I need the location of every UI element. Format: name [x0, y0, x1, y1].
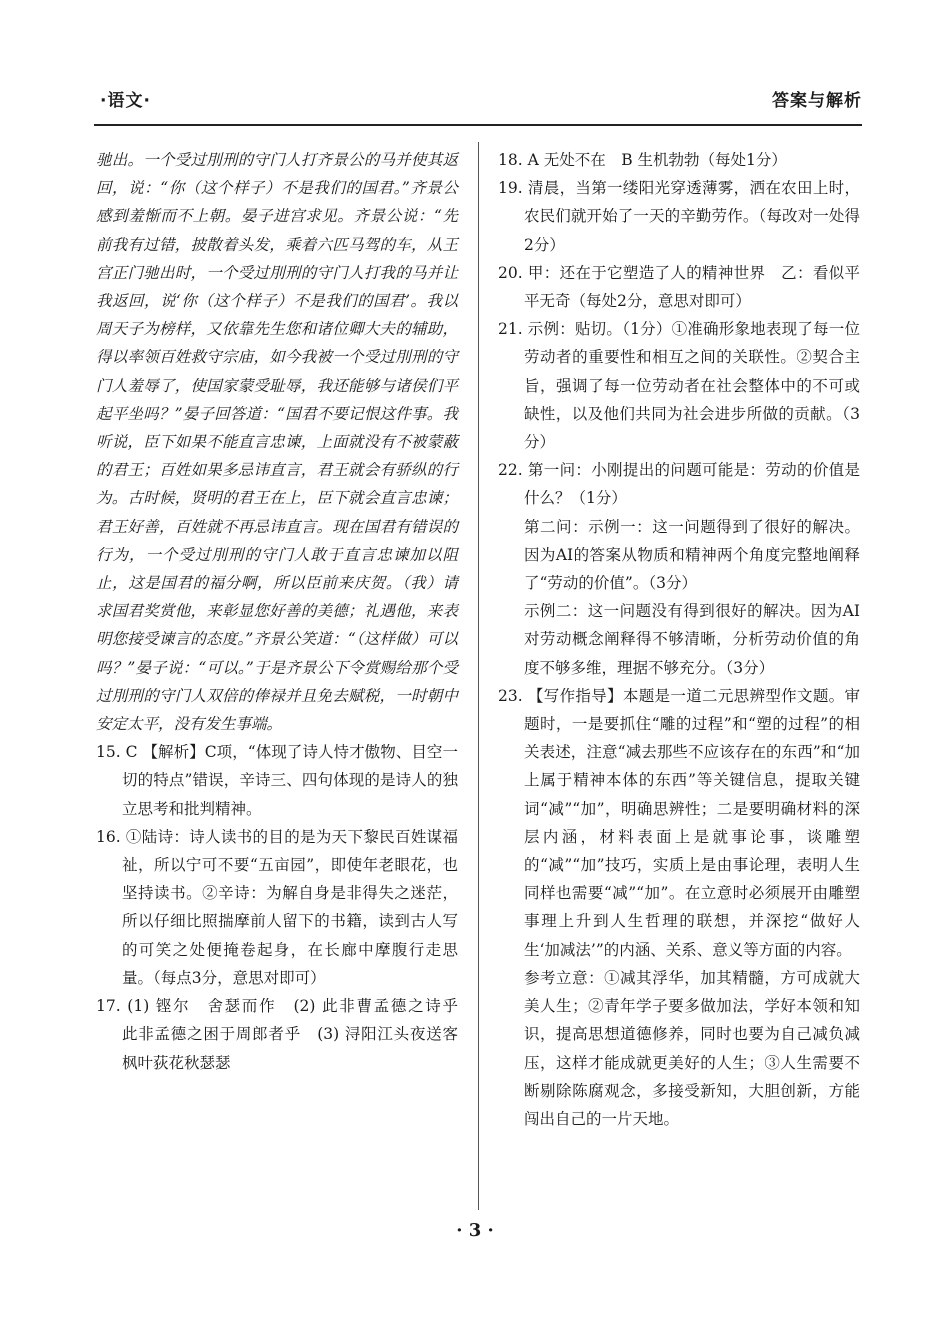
- answer-16: 16. ①陆诗：诗人读书的目的是为天下黎民百姓谋福祉，所以宁可不要“五亩园”，即使年老眼花，也坚持读书。②辛诗：为解自身是非得失之迷茫，所以仔细比照揣摩前人留下的书籍，读到古人写的可笑之处便掩卷起身，在长廊中摩腹行走思量。（每点3分，意思对即可）: [96, 827, 458, 987]
- answer-22-example-1: 第二问：示例一：这一问题得到了很好的解决。因为AI的答案从物质和精神两个角度完整地阐释了“劳动的价值”。（3分）: [524, 517, 860, 593]
- answer-22-first: 22. 第一问：小刚提出的问题可能是：劳动的价值是什么？（1分）: [498, 461, 860, 508]
- header-subject: ·语文·: [100, 91, 151, 111]
- header-section-title: 答案与解析: [772, 91, 862, 111]
- answer-17: 17. (1) 铿尔 舍瑟而作 (2) 此非曹孟德之诗乎 此非孟德之困于周郎者乎 (3) 浔阳江头夜送客 枫叶荻花秋瑟瑟: [96, 997, 474, 1072]
- column-divider: [478, 142, 479, 1210]
- answer-19: 19. 清晨，当第一缕阳光穿透薄雾，洒在农田上时，农民们就开始了一天的辛勤劳作。（每改对一处得2分）: [498, 179, 860, 254]
- left-column: [96, 146, 474, 1077]
- answer-21: 21. 示例：贴切。（1分）①准确形象地表现了每一位劳动者的重要性和相互之间的关联性。②契合主旨，强调了每一位劳动者在社会整体中的不可或缺性，以及他们共同为社会进步所做的贡献。（3分）: [498, 320, 860, 452]
- answer-15: 15. C 【解析】C项，“体现了诗人恃才傲物、目空一切的特点”错误，辛诗三、四句体现的是诗人的独立思考和批判精神。: [96, 743, 458, 818]
- answer-23-guide: 23. 【写作指导】本题是一道二元思辨型作文题。审题时，一是要抓住“雕的过程”和“塑的过程”的相关表述，注意“减去那些不应该存在的东西”和“加上属于精神本体的东西”等关键信息，提取关键词“减”“加”，明确思辨性；二是要明确材料的深层内涵，材料表面上是就事论事，谈雕塑的“减”“加”技巧，实质上是由事论理，表明人生同样也需要“减”“加”。在立意时必须展开由雕塑事理上升到人生哲理的联想，并深挖“做好人生‘加减法’”的内涵、关系、意义等方面的内容。: [498, 686, 860, 959]
- right-column: [498, 146, 860, 1133]
- answer-23-ideas: 参考立意：①减其浮华，加其精髓，方可成就大美人生；②青年学子要多做加法，学好本领和知识，提高思想道德修养，同时也要为自己减负减压，这样才能成就更美好的人生；③人生需要不断剔除陈腐观念，多接受新知，大胆创新，方能闯出自己的一片天地。: [524, 968, 860, 1128]
- page-number: · 3 ·: [456, 1220, 494, 1241]
- header-divider: [94, 124, 862, 126]
- answer-18: 18. A 无处不在 B 生机勃勃（每处1分）: [498, 151, 787, 169]
- answer-22-example-2: 示例二：这一问题没有得到很好的解决。因为AI对劳动概念阐释得不够清晰，分析劳动价值的角度不够多维，理据不够充分。（3分）: [524, 602, 860, 677]
- translation-text: 驰出。一个受过刖刑的守门人打齐景公的马并使其返回，说：“你（这个样子）不是我们的国君。”齐景公感到羞惭而不上朝。晏子进宫求见。齐景公说：“先前我有过错，披散着头发，乘着六匹马驾的车，从王宫正门驰出时，一个受过刖刑的守门人打我的马并让我返回，说‘你（这个样子）不是我们的国君’。我以周天子为榜样，又依靠先生您和诸位卿大夫的辅助，得以率领百姓救守宗庙，如今我被一个受过刖刑的守门人羞辱了，使国家蒙受耻辱，我还能够与诸侯们平起平坐吗？”晏子回答道：“国君不要记恨这件事。我听说，臣下如果不能直言忠谏，上面就没有不被蒙蔽的君王；百姓如果多忌讳直言，君王就会有骄纵的行为。古时候，贤明的君王在上，臣下就会直言忠谏；君王好善，百姓就不再忌讳直言。现在国君有错误的行为，一个受过刖刑的守门人敢于直言忠谏加以阻止，这是国君的福分啊，所以臣前来庆贺。（我）请求国君奖赏他，来彰显您好善的美德；礼遇他，来表明您接受谏言的态度。”齐景公笑道：“（这样做）可以吗？”晏子说：“可以。”于是齐景公下令赏赐给那个受过刖刑的守门人双倍的俸禄并且免去赋税，一时朝中安定太平，没有发生事端。: [96, 151, 458, 734]
- answer-20: 20. 甲：还在于它塑造了人的精神世界 乙：看似平平无奇（每处2分，意思对即可）: [498, 263, 860, 311]
